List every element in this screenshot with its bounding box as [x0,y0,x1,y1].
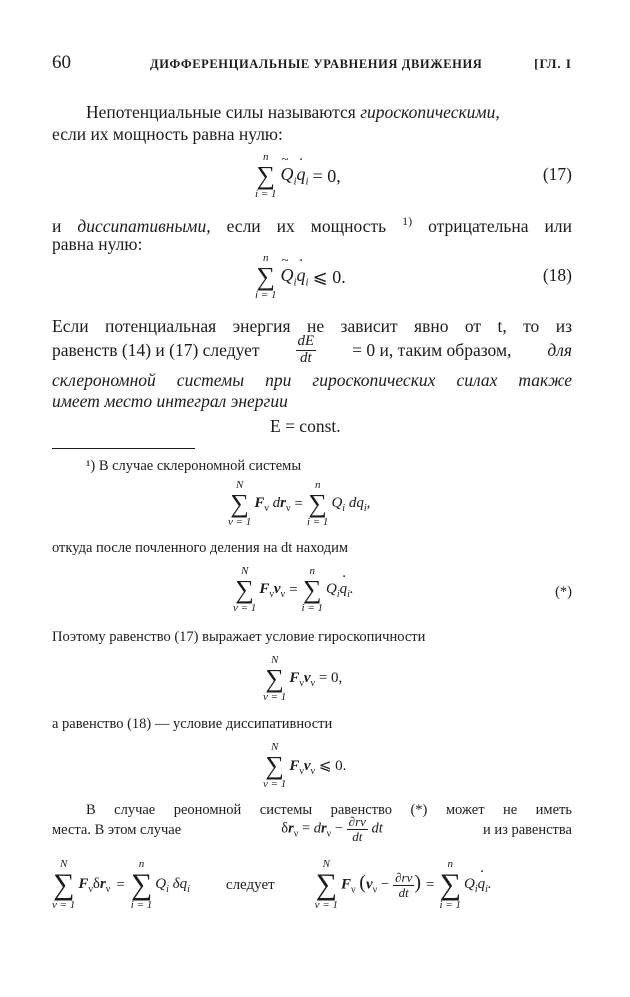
fraction-dE-dt [296,334,317,367]
sum-upper: N [240,565,249,577]
para3-ital: для [547,340,572,361]
frac-denominator: dt [398,884,409,900]
footnote-line6-b: и из равенства [482,822,572,839]
frac-denominator: dt [300,349,312,366]
page-header [52,52,572,76]
para2-text-b: если их мощность [210,215,403,236]
running-title: ДИФФЕРЕНЦИАЛЬНЫЕ УРАВНЕНИЯ ДВИЖЕНИЯ [150,57,483,71]
para2-line2: равна нулю: [52,234,143,254]
sum-operator [233,566,256,614]
frac-denominator: dt [352,828,363,844]
para3-line2 [52,334,572,367]
sigma-symbol: ∑ [439,868,461,901]
eq-term: $F_\nu v_\nu$ ⩽ 0. [289,757,347,777]
sum-upper: n [314,479,321,491]
sum-operator [440,859,461,911]
para2-text-c: отрицательна или [412,215,573,236]
sigma-symbol: ∑ [265,751,284,780]
footnote-ref: 1) [402,214,413,228]
para3-line4: имеет место интеграл энергии [52,391,288,411]
equals: = [116,876,125,893]
eq-term: $F_\nu\delta r_\nu$ [78,875,111,895]
eq18-number: (18) [542,265,572,285]
chapter-label: [ГЛ. I [534,56,572,71]
sum-lower: ν = 1 [263,778,287,790]
para3-text-a: равенств (14) и (17) следует [52,340,260,361]
sigma-symbol: ∑ [265,664,284,693]
sigma-symbol: ∑ [303,575,322,604]
equation-18 [255,251,346,303]
equals: = [289,581,298,598]
sum-lower: i = 1 [255,188,277,200]
frac-numerator: ∂rν [395,869,413,885]
footnote-equation-final [52,852,492,918]
eq18-rhs: ⩽ 0. [312,266,346,287]
sigma-symbol: ∑ [256,262,276,291]
sum-lower: ν = 1 [228,516,252,528]
sigma-symbol: ∑ [315,868,337,901]
eq-term: $F_\nu v_\nu = 0$, [289,669,343,689]
frac-numerator: ∂rν [348,814,366,829]
footnote-line2: откуда после почленного деления на dt находим [52,540,349,556]
sum-operator [263,655,286,703]
footnote-rule [52,448,195,449]
sum-operator [228,480,251,528]
sum-upper: N [322,858,330,870]
sum-upper: n [447,858,453,870]
footnote-line6-a: места. В этом случае [52,822,182,839]
sum-upper: n [262,252,269,264]
sum-operator [255,152,276,200]
footnote-equation-star [233,562,354,618]
sigma-symbol: ∑ [52,868,75,901]
footnote-equation-1 [228,476,370,532]
sum-lower: i = 1 [439,899,461,911]
eq-term: $F_\nu$ $dr_\nu$ [254,494,291,514]
sigma-symbol: ∑ [230,489,249,518]
footnote-line6 [52,815,572,845]
eq17-rhs: = 0, [312,165,341,186]
sum-upper: n [262,151,269,163]
sum-lower: i = 1 [306,516,329,528]
sum-lower: ν = 1 [233,602,257,614]
para1-line1 [86,100,572,124]
eq-term: $Q_i$ $dq_i$, [331,494,371,514]
sum-upper: N [235,479,244,491]
footnote-line4: а равенство (18) — условие диссипативности [52,716,333,732]
footnote-equation-gyro [263,651,342,707]
sigma-symbol: ∑ [130,868,153,901]
sum-lower: i = 1 [130,899,153,911]
energy-integral: E = const. [270,416,341,436]
sum-lower: ν = 1 [263,691,287,703]
sum-lower: i = 1 [301,602,324,614]
sigma-symbol: ∑ [256,161,276,190]
footnote-text: В случае склерономной системы [98,458,302,474]
equals: = [426,876,435,893]
sum-lower: ν = 1 [52,899,76,911]
sum-operator [315,859,338,911]
sum-operator [131,859,152,911]
eq-term: $F_\nu v_\nu$ [259,580,286,600]
eq-term: $Q_i\cdot q_i$. [326,581,354,600]
equals: = [294,495,303,512]
sum-operator [302,566,323,614]
star-label: (*) [555,584,572,600]
para2-text-a: и [52,215,78,236]
sum-operator [263,742,286,790]
sigma-symbol: ∑ [235,575,254,604]
para1-line2: если их мощность равна нулю: [52,124,283,144]
footnote-line5: В случае реономной системы равенство (*) может не иметь [86,802,572,818]
sum-upper: n [138,858,145,870]
sigma-symbol: ∑ [308,489,327,518]
para3-text-b: = 0 и, таким образом, [352,340,512,361]
eq-variation: $\delta r_\nu = dr_\nu$ − $\frac{\partial r\nu}{dt}$ dt [281,814,383,844]
term-gyroscopic: гироскопическими, [360,102,500,122]
frac-numerator: dE [297,333,315,349]
term-dissipative: диссипативными, [77,215,211,236]
footnote-line3: Поэтому равенство (17) выражает условие гироскопичности [52,629,426,645]
para3-line1: Если потенциальная энергия не зависит явно от t, то из [52,316,572,336]
sum-upper: N [270,654,279,666]
eq-term: $F_\nu$ ($v_\nu$ − $\frac{\partial r\nu}{dt}$ ) [340,869,422,900]
eq-term: $Q_i\cdot q_i$. [464,876,492,895]
footnote-mark: ¹) [86,458,96,474]
footnote-equation-diss [263,738,346,794]
eq-term: $Q_i$ $\delta q_i$ [155,875,190,895]
para1-text: Непотенциальные силы называются [86,102,361,122]
eq18-terms: ~ $Q_i\cdot q_i$ [280,265,308,289]
sum-lower: ν = 1 [314,899,338,911]
sum-upper: N [270,741,279,753]
eq17-number: (17) [542,164,572,184]
para3-line3: склерономной системы при гироскопических силах также [52,370,572,390]
sum-operator [307,480,328,528]
sum-operator [255,253,276,301]
sum-upper: N [59,858,68,870]
equation-17 [255,150,341,202]
eq17-terms: ~ $Q_i\cdot q_i$ [280,164,308,188]
footnote-line1 [86,455,301,477]
sum-operator [52,859,75,911]
word-follows: следует [225,876,275,893]
sum-upper: n [309,565,316,577]
sum-lower: i = 1 [255,289,277,301]
page-number: 60 [52,52,71,73]
